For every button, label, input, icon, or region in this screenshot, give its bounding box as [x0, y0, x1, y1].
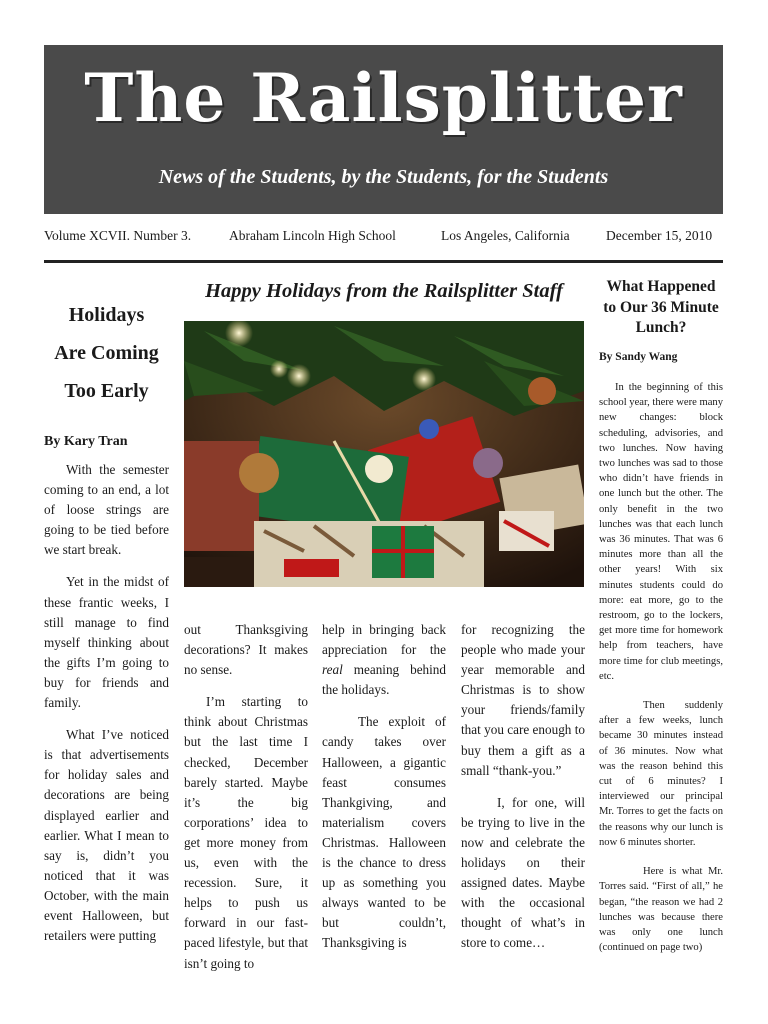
paragraph: Yet in the midst of these frantic weeks, I still manage to find myself thinking about the gifts I’m going to buy for friends and family.: [44, 574, 169, 711]
paragraph: out Thanksgiving decorations? It makes no sense.: [184, 622, 308, 678]
text-run: help in bringing back appreciation for the: [322, 622, 446, 658]
paragraph: I, for one, will be trying to live in the now and celebrate the holidays on their assigned dates. Maybe with the occasional thought of what’s in store to come…: [461, 794, 585, 951]
headline-line: Holidays: [68, 304, 145, 326]
school-name: Abraham Lincoln High School: [229, 228, 396, 243]
christmas-tree-photo: [184, 321, 584, 587]
headline-line: Are Coming: [54, 342, 159, 364]
column-1: [44, 460, 169, 958]
paragraph: I’m starting to think about Christmas but the last time I checked, December barely started. Maybe it’s the big corporations’ idea to get more money from us, even with the recession. Sure, it helps to push us forward in our fast-paced lifestyle, but that isn’t going to: [184, 694, 308, 971]
header-divider: [44, 260, 723, 263]
byline-sandy-wang: By Sandy Wang: [599, 351, 678, 363]
paragraph: Here is what Mr. Torres said. “First of all,” he began, “the reason we had 2 lunches was because there was only one lunch (continued on page two): [599, 866, 723, 954]
paragraph: for recognizing the people who made your year memorable and Christmas is to show your friends/family that you care enough to buy them a gift as a small “thank-you.”: [461, 622, 585, 778]
text-run: meaning behind the holidays.: [322, 662, 446, 698]
paragraph: In the beginning of this school year, there were many new changes: block scheduling, advisories, and two lunches. Now having two lunches was sad to those who didn’t have friends in one lunch but the other. The only benefit in the two lunches was that each lunch was 36 minutes. That was 6 minutes more than all the other years! With six minutes students could do more: eat more, go to the restroom, go to the lockers, get more time for homework help from teachers, have more time for club meetings, etc.: [599, 382, 723, 682]
headline-line: Too Early: [64, 380, 149, 402]
paragraph: The exploit of candy takes over Halloween, a gigantic feast consumes Thankgiving, and materialism covers Christmas. Halloween is the chance to dress up as something you always wanted to be but couldn’t, Thanksgiving is: [322, 714, 446, 951]
issue-date: December 15, 2010: [606, 228, 713, 243]
volume-number: Volume XCVII. Number 3.: [44, 228, 192, 243]
issue-info-bar: [44, 228, 723, 246]
article-headline-holidays: [44, 296, 169, 410]
masthead: [44, 45, 723, 214]
location: Los Angeles, California: [441, 228, 570, 243]
column-2: [184, 620, 308, 986]
paragraph: [322, 620, 446, 700]
column-5: [599, 380, 723, 969]
newspaper-motto: News of the Students, by the Students, for the Students: [158, 166, 609, 188]
emphasis-real: real: [322, 662, 343, 678]
newspaper-title: The Railsplitter: [84, 59, 683, 137]
holiday-banner: Happy Holidays from the Railsplitter Staff: [205, 280, 563, 302]
column-4: [461, 620, 585, 966]
article-headline-lunch: What Happened to Our 36 Minute Lunch?: [603, 278, 719, 336]
paragraph: What I’ve noticed is that advertisements for holiday sales and decorations are being displayed earlier and earlier. What I mean to say is, didn’t you noticed that it was October, with the main event Halloween, but retailers were putting: [44, 727, 169, 944]
paragraph: Then suddenly after a few weeks, lunch became 30 minutes instead of 36 minutes. Now what was the reason behind this cut of 6 minutes? I interviewed our principal Mr. Torres to get the facts on the reasons why our lunch is now 6 minutes shorter.: [599, 700, 723, 848]
column-3: [322, 620, 446, 966]
paragraph: With the semester coming to an end, a lot of loose strings are going to be tied before we start break.: [44, 462, 169, 558]
byline-kary-tran: By Kary Tran: [44, 434, 128, 449]
